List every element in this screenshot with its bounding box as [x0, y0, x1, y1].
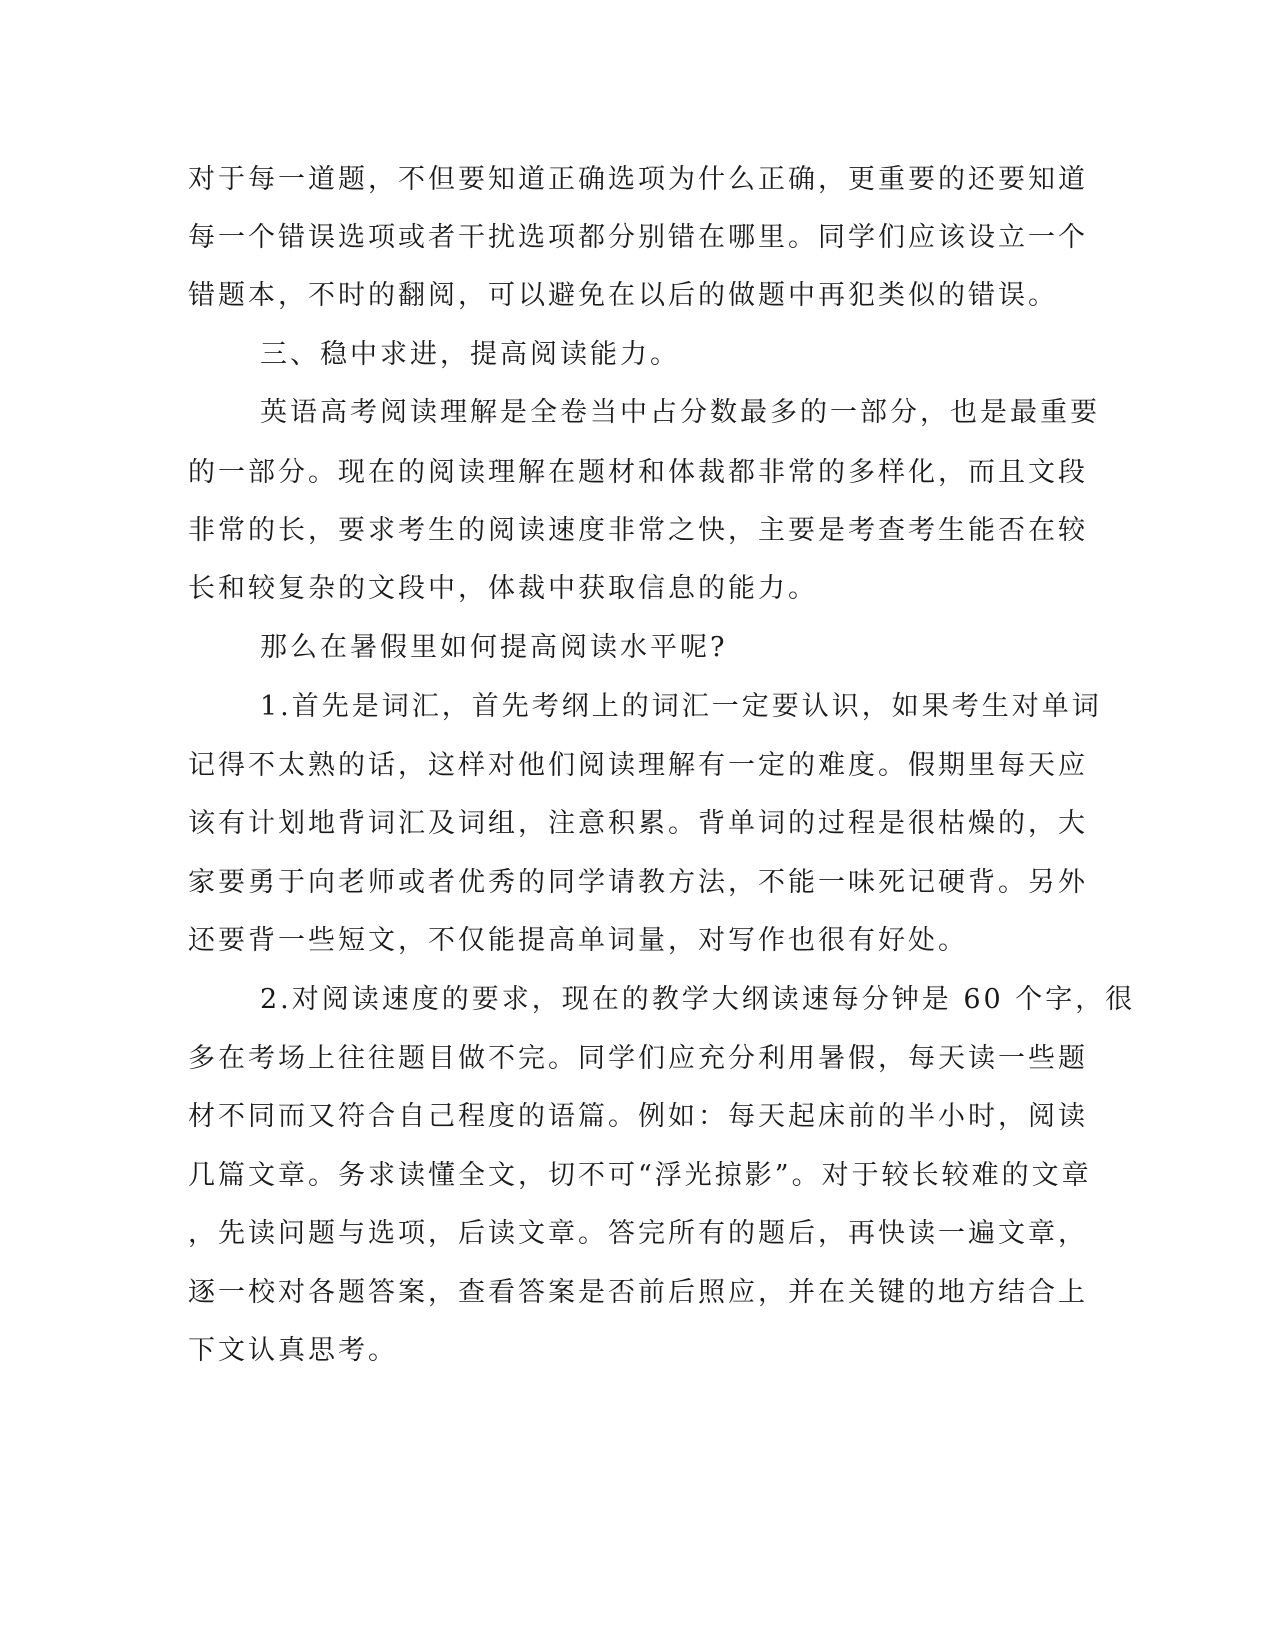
paragraph-line: 材不同而又符合自己程度的语篇。例如：每天起床前的半小时，阅读 — [188, 1101, 1088, 1132]
paragraph-line: 长和较复杂的文段中，体裁中获取信息的能力。 — [188, 573, 818, 604]
paragraph-line: 2.对阅读速度的要求，现在的教学大纲读速每分钟是 60 个字，很 — [260, 984, 1136, 1015]
paragraph-line: 非常的长，要求考生的阅读速度非常之快，主要是考查考生能否在较 — [188, 515, 1088, 546]
paragraph-line: 1.首先是词汇，首先考纲上的词汇一定要认识，如果考生对单词 — [260, 691, 1102, 722]
paragraph-line: 错题本，不时的翻阅，可以避免在以后的做题中再犯类似的错误。 — [188, 280, 1058, 311]
paragraph-line: 该有计划地背词汇及词组，注意积累。背单词的过程是很枯燥的，大 — [188, 808, 1088, 839]
paragraph-line: 记得不太熟的话，这样对他们阅读理解有一定的难度。假期里每天应 — [188, 750, 1088, 781]
paragraph-line: 下文认真思考。 — [188, 1335, 398, 1366]
paragraph-line: 那么在暑假里如何提高阅读水平呢? — [260, 632, 728, 663]
section-heading: 三、稳中求进，提高阅读能力。 — [260, 339, 680, 370]
paragraph-line: 的一部分。现在的阅读理解在题材和体裁都非常的多样化，而且文段 — [188, 457, 1088, 488]
paragraph-line: 逐一校对各题答案，查看答案是否前后照应，并在关键的地方结合上 — [188, 1277, 1088, 1308]
paragraph-line: 英语高考阅读理解是全卷当中占分数最多的一部分，也是最重要 — [260, 397, 1100, 428]
paragraph-line: 多在考场上往往题目做不完。同学们应充分利用暑假，每天读一些题 — [188, 1043, 1088, 1074]
paragraph-line: 家要勇于向老师或者优秀的同学请教方法，不能一味死记硬背。另外 — [188, 867, 1088, 898]
paragraph-line: 还要背一些短文，不仅能提高单词量，对写作也很有好处。 — [188, 925, 968, 956]
paragraph-line: 每一个错误选项或者干扰选项都分别错在哪里。同学们应该设立一个 — [188, 222, 1088, 253]
paragraph-line: ，先读问题与选项，后读文章。答完所有的题后，再快读一遍文章， — [188, 1218, 1088, 1249]
paragraph-line: 对于每一道题，不但要知道正确选项为什么正确，更重要的还要知道 — [188, 164, 1088, 195]
paragraph-line: 几篇文章。务求读懂全文，切不可“浮光掠影”。对于较长较难的文章 — [188, 1160, 1092, 1191]
